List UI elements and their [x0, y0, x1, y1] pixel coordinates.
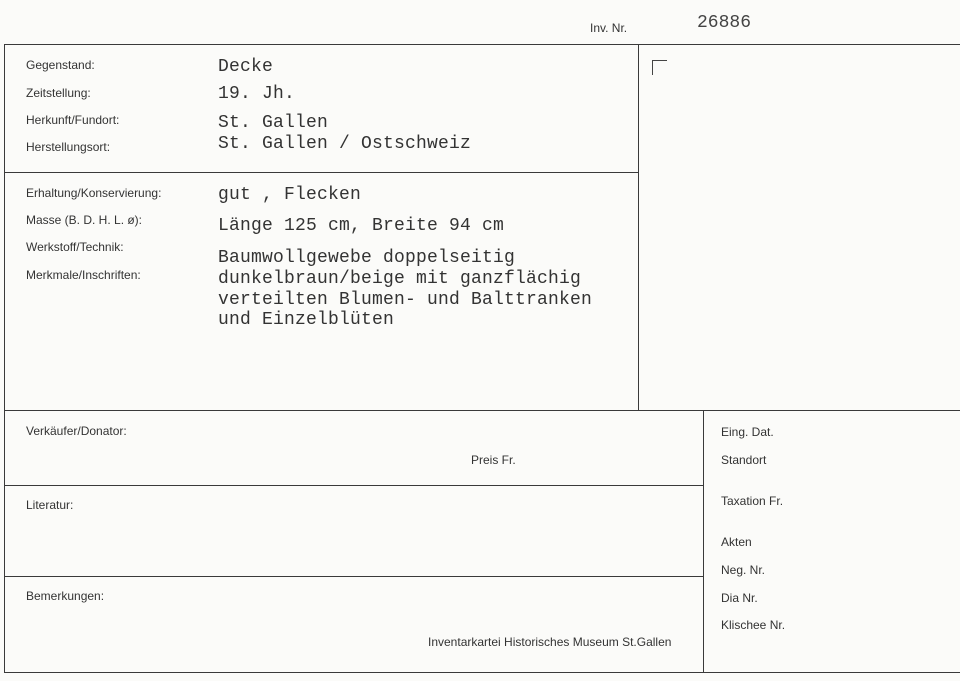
label-neg-nr: Neg. Nr. — [721, 563, 766, 577]
section2-rule — [4, 410, 960, 411]
label-standort: Standort — [721, 453, 767, 467]
photo-divider — [638, 44, 639, 411]
label-akten: Akten — [721, 535, 752, 549]
label-herkunft: Herkunft/Fundort: — [26, 113, 120, 127]
label-werkstoff: Werkstoff/Technik: — [26, 240, 124, 254]
label-klischee-nr: Klischee Nr. — [721, 618, 786, 632]
label-gegenstand: Gegenstand: — [26, 58, 95, 72]
photo-corner-mark — [652, 60, 667, 75]
label-herstellungsort: Herstellungsort: — [26, 140, 111, 154]
literatur-rule — [4, 576, 703, 577]
inv-number: 26886 — [697, 13, 752, 33]
label-zeitstellung: Zeitstellung: — [26, 86, 91, 100]
label-eing-dat: Eing. Dat. — [721, 425, 774, 439]
label-literatur: Literatur: — [26, 498, 74, 512]
header-rule — [4, 44, 960, 45]
label-preis: Preis Fr. — [471, 453, 516, 467]
label-masse: Masse (B. D. H. L. ø): — [26, 213, 143, 227]
bottom-rule — [4, 672, 960, 673]
right-column-divider — [703, 410, 704, 673]
label-verkaeufer: Verkäufer/Donator: — [26, 424, 127, 438]
verkaeufer-rule — [4, 485, 703, 486]
section1-rule — [4, 172, 638, 173]
value-herstellungsort: St. Gallen / Ostschweiz — [218, 134, 472, 154]
value-beschreibung-line4: und Einzelblüten — [218, 310, 395, 330]
label-erhaltung: Erhaltung/Konservierung: — [26, 186, 162, 200]
value-erhaltung: gut , Flecken — [218, 185, 362, 205]
label-taxation: Taxation Fr. — [721, 494, 784, 508]
left-border — [4, 44, 5, 673]
label-dia-nr: Dia Nr. — [721, 591, 758, 605]
inv-label: Inv. Nr. — [590, 21, 628, 35]
value-beschreibung-line1: Baumwollgewebe doppelseitig — [218, 248, 516, 268]
value-gegenstand: Decke — [218, 57, 274, 77]
value-beschreibung-line2: dunkelbraun/beige mit ganzflächig — [218, 269, 582, 289]
label-bemerkungen: Bemerkungen: — [26, 589, 105, 603]
value-herkunft: St. Gallen — [218, 113, 329, 133]
label-merkmale: Merkmale/Inschriften: — [26, 268, 141, 282]
value-zeitstellung: 19. Jh. — [218, 84, 296, 104]
footer-museum: Inventarkartei Historisches Museum St.Gallen — [428, 635, 672, 649]
value-masse: Länge 125 cm, Breite 94 cm — [218, 216, 505, 236]
value-beschreibung-line3: verteilten Blumen- und Balttranken — [218, 290, 593, 310]
